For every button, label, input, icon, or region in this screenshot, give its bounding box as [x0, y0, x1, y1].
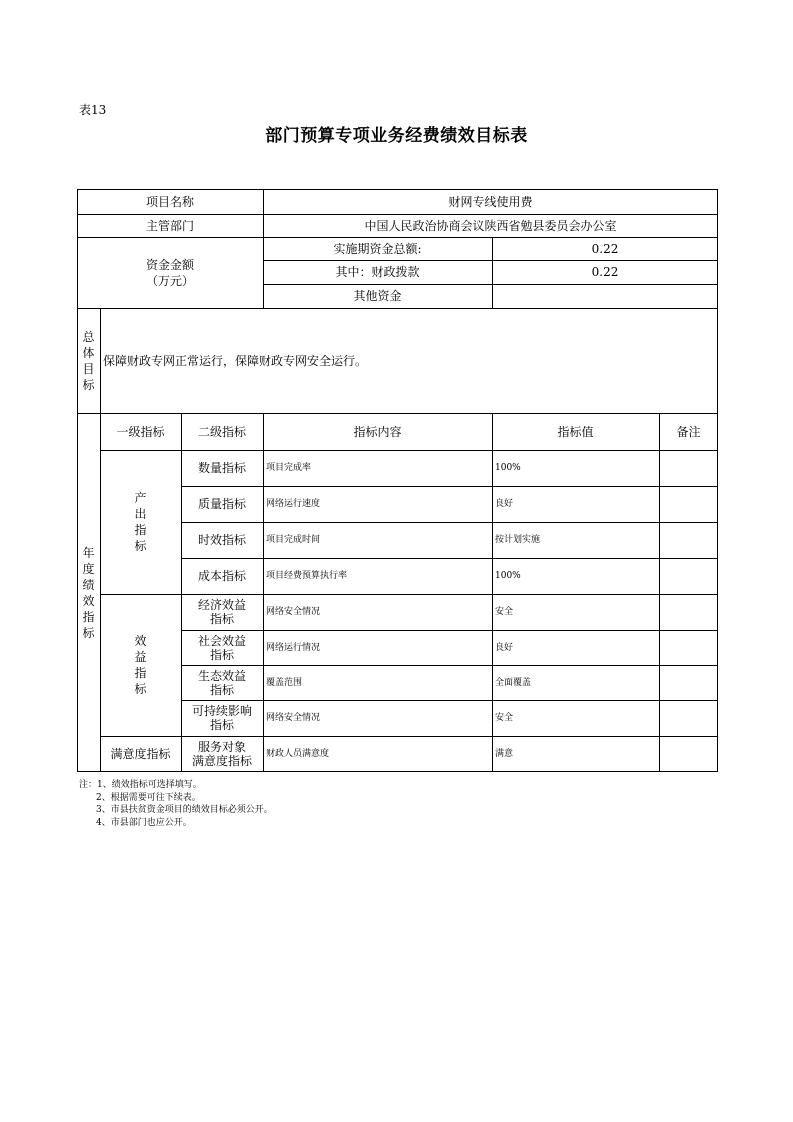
table-row-content: 覆盖范围 [266, 677, 303, 688]
header-level2: 二级指标 [197, 424, 246, 439]
table-row-value: 全面覆盖 [495, 677, 532, 688]
table-row-level2: 服务对象 满意度指标 [191, 740, 252, 768]
footnote-item: 4、市县部门也应公开。 [96, 817, 192, 828]
table-row-content: 项目完成率 [266, 463, 312, 473]
page-title: 部门预算专项业务经费绩效目标表 [265, 126, 528, 146]
table-row-level2: 社会效益 指标 [197, 633, 246, 662]
funds-other-label: 其他资金 [353, 289, 402, 303]
table-row-value: 100% [495, 571, 521, 581]
table-row-value: 满意 [495, 749, 514, 759]
table-row-value: 良好 [495, 642, 514, 653]
output-indicators-label: 产 出 指 标 [134, 491, 147, 553]
department-label: 主管部门 [145, 218, 194, 233]
satisfaction-indicators-label: 满意度指标 [110, 747, 171, 761]
header-content: 指标内容 [353, 424, 402, 439]
header-value: 指标值 [557, 424, 594, 439]
table-row-content: 项目经费预算执行率 [266, 571, 348, 581]
table-row-level2: 经济效益 指标 [197, 598, 246, 626]
footnote-item: 3、市县扶贫资金项目的绩效目标必须公开。 [96, 805, 273, 815]
table-row-remark [659, 736, 718, 772]
table-row-level2: 可持续影响 指标 [191, 704, 252, 732]
table-row-value: 安全 [495, 713, 514, 723]
table-row-level2: 生态效益 指标 [197, 668, 246, 697]
table-row-content: 网络安全情况 [266, 607, 321, 617]
performance-table [77, 189, 718, 772]
benefit-indicators-label: 效 益 指 标 [134, 634, 147, 696]
header-level1: 一级指标 [116, 424, 165, 439]
funds-fiscal-label: 其中：财政拨款 [335, 265, 420, 279]
table-row-level2: 数量指标 [197, 461, 246, 475]
funds-total-label: 实施期资金总额: [333, 241, 422, 256]
table-row-content: 网络运行速度 [266, 499, 321, 509]
table-row-level2: 质量指标 [197, 497, 246, 511]
funds-fiscal-value: 0.22 [591, 265, 619, 279]
funds-other-value [492, 284, 718, 308]
table-row-content: 项目完成时间 [266, 535, 321, 545]
table-row-remark [659, 594, 718, 630]
table-row-content: 网络安全情况 [266, 713, 321, 723]
table-row-remark [659, 558, 718, 594]
table-row-remark [659, 450, 718, 486]
funds-label-line1: 资金金额 [145, 257, 194, 272]
footnote-item: 注：1、绩效指标可选择填写。 [79, 780, 202, 790]
overall-goal-label: 总 体 目 标 [82, 329, 95, 392]
table-number: 表13 [79, 103, 107, 117]
table-row-content: 财政人员满意度 [266, 749, 330, 759]
footnotes [79, 779, 273, 829]
table-row-value: 按计划实施 [495, 535, 541, 545]
table-row-content: 网络运行情况 [266, 642, 321, 653]
table-row-value: 安全 [495, 607, 514, 617]
table-row-remark [659, 665, 718, 700]
table-row-remark [659, 522, 718, 558]
overall-goal-text: 保障财政专网正常运行，保障财政专网安全运行。 [103, 353, 368, 368]
project-name-value: 财网专线使用费 [448, 194, 533, 209]
project-name-label: 项目名称 [145, 194, 194, 209]
funds-total-value: 0.22 [591, 241, 619, 256]
table-row-remark [659, 486, 718, 522]
funds-label [77, 237, 263, 308]
funds-label-line2: （万元） [145, 273, 194, 288]
header-remark: 备注 [676, 424, 701, 439]
table-row-value: 良好 [495, 499, 514, 509]
annual-indicators-label: 年 度 绩 效 指 标 [82, 545, 95, 640]
table-row-value: 100% [495, 463, 521, 473]
table-row-level2: 成本指标 [197, 569, 246, 583]
footnote-item: 2、根据需要可往下续表。 [96, 792, 201, 803]
table-row-remark [659, 630, 718, 665]
table-row-remark [659, 700, 718, 736]
department-value: 中国人民政治协商会议陕西省勉县委员会办公室 [364, 218, 617, 233]
table-row-level2: 时效指标 [197, 533, 246, 547]
